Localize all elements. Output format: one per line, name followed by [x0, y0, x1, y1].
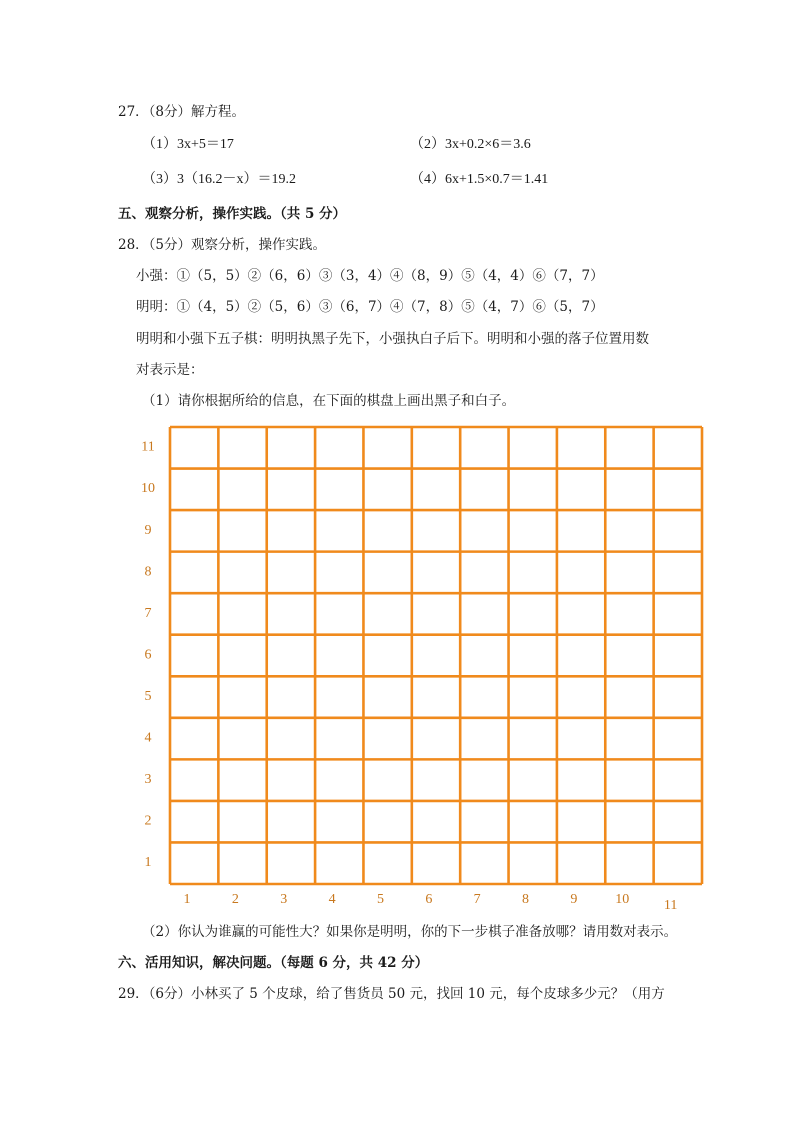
x-axis-label: 9 [570, 892, 578, 907]
q28-xiaoqiang-moves: 小强：①（5，5）②（6，6）③（3，4）④（8，9）⑤（4，4）⑥（7，7） [136, 268, 604, 284]
y-axis-labels [141, 440, 155, 870]
gomoku-grid-board[interactable] [136, 422, 708, 914]
x-axis-label: 1 [183, 892, 191, 907]
y-axis-label: 8 [144, 564, 152, 580]
y-axis-label: 2 [144, 813, 152, 829]
y-axis-label: 10 [141, 481, 155, 497]
y-axis-label: 7 [144, 605, 152, 621]
q27-equation-4: （4）6x+1.5×0.7＝1.41 [410, 172, 549, 187]
x-axis-label: 11 [663, 898, 678, 913]
q27-equation-2: （2）3x+0.2×6＝3.6 [410, 137, 531, 152]
q27-equation-1: （1）3x+5＝17 [142, 137, 234, 152]
y-axis-label: 5 [144, 688, 152, 704]
x-axis-labels [184, 892, 678, 913]
q28-description-line1: 明明和小强下五子棋：明明执黑子先下，小强执白子后下。明明和小强的落子位置用数 [136, 331, 649, 347]
q28-header: 28．（5分）观察分析，操作实践。 [118, 237, 327, 253]
y-axis-label: 11 [141, 439, 155, 455]
grid-lines [170, 427, 702, 884]
x-axis-label: 2 [231, 892, 239, 907]
y-axis-label: 1 [144, 855, 152, 871]
q28-mingming-moves: 明明：①（4，5）②（5，6）③（6，7）④（7，8）⑤（4，7）⑥（5，7） [136, 299, 604, 315]
q28-description-line2: 对表示是： [136, 362, 204, 378]
q28-subquestion-1: （1）请你根据所给的信息，在下面的棋盘上画出黑子和白子。 [142, 393, 516, 409]
x-axis-label: 3 [280, 892, 288, 907]
q29-text: 29．（6分）小林买了 5 个皮球，给了售货员 50 元，找回 10 元，每个皮球多少元？（用方 [118, 986, 665, 1002]
section5-title: 五、观察分析，操作实践。（共 5 分） [118, 206, 347, 222]
q27-equation-3: （3）3（16.2－x）＝19.2 [142, 172, 296, 187]
q28-subquestion-2: （2）你认为谁赢的可能性大？如果你是明明，你的下一步棋子准备放哪？请用数对表示。 [142, 924, 678, 940]
x-axis-label: 10 [615, 892, 630, 907]
y-axis-label: 9 [144, 522, 152, 538]
x-axis-label: 8 [522, 892, 530, 907]
y-axis-label: 3 [144, 772, 152, 788]
x-axis-label: 5 [376, 892, 384, 907]
q27-header: 27．（8分）解方程。 [118, 104, 246, 120]
y-axis-label: 4 [144, 730, 152, 746]
x-axis-label: 4 [328, 892, 336, 907]
y-axis-label: 6 [144, 647, 152, 663]
section6-title: 六、活用知识，解决问题。（每题 6 分，共 42 分） [118, 955, 429, 971]
x-axis-label: 7 [473, 892, 481, 907]
x-axis-label: 6 [425, 892, 433, 907]
